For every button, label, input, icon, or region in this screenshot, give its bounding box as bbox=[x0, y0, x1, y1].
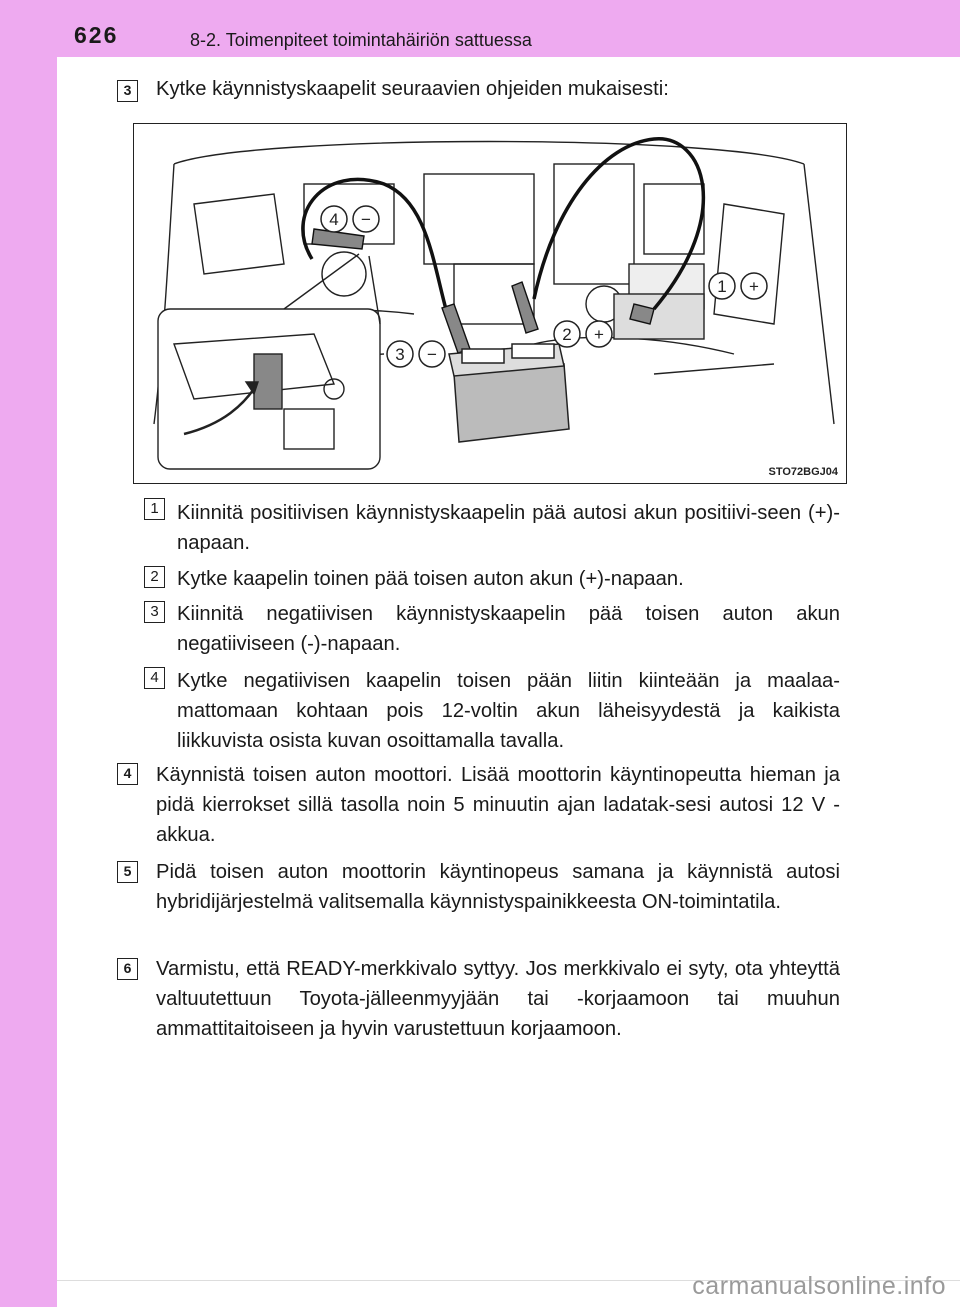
substep-number-box: 1 bbox=[144, 498, 165, 520]
section-title: 8-2. Toimenpiteet toimintahäiriön sattuessa bbox=[190, 30, 532, 50]
callout-label: 2 bbox=[562, 325, 572, 344]
step-text: Käynnistä toisen auton moottori. Lisää moottorin käyntinopeutta hieman ja pidä kierrokset sillä tasolla noin 5 minuutin ajan ladatak-sesi autosi 12 V -akkua. bbox=[156, 764, 840, 846]
substep-text: Kiinnitä negatiivisen käynnistyskaapelin pää toisen auton akun negatiiviseen (-)-napaan. bbox=[177, 603, 840, 655]
jump-start-illustration bbox=[133, 123, 847, 484]
engine-bay-drawing bbox=[134, 124, 847, 484]
substep-text: Kytke kaapelin toinen pää toisen auton akun (+)-napaan. bbox=[177, 568, 684, 590]
step-text: Kytke käynnistyskaapelit seuraavien ohjeiden mukaisesti: bbox=[156, 78, 669, 100]
figure-code: STO72BGJ04 bbox=[768, 466, 838, 478]
step-number-box: 3 bbox=[117, 80, 138, 102]
callout-sign: − bbox=[427, 345, 437, 364]
step-number-box: 5 bbox=[117, 861, 138, 883]
step-text: Varmistu, että READY-merkkivalo syttyy. Jos merkkivalo ei syty, ota yhteyttä valtuutettuun Toyota-jälleenmyyjään tai -korjaamoon tai muuhun ammattitaitoiseen ja hyvin varustettuun korjaamoon. bbox=[156, 958, 840, 1040]
callout-sign: + bbox=[749, 277, 759, 296]
callout-label: 4 bbox=[329, 210, 339, 229]
substep-text: Kytke negatiivisen kaapelin toisen pään liitin kiinteään ja maalaa-mattomaan kohtaan pois 12-voltin akun läheisyydestä ja kaikista liikkuvista osista kuvan osoittamalla tavalla. bbox=[177, 670, 840, 752]
step-number-box: 6 bbox=[117, 958, 138, 980]
step-text: Pidä toisen auton moottorin käyntinopeus samana ja käynnistä autosi hybridijärjestelmä valitsemalla käynnistyspainikkeesta ON-toimintatila. bbox=[156, 861, 840, 913]
substep-number-box: 2 bbox=[144, 566, 165, 588]
watermark: carmanualsonline.info bbox=[692, 1272, 946, 1300]
callout-label: 3 bbox=[395, 345, 405, 364]
substep-text: Kiinnitä positiivisen käynnistyskaapelin pää autosi akun positiivi-seen (+)-napaan. bbox=[177, 502, 840, 554]
callout-sign: − bbox=[361, 210, 371, 229]
substep-number-box: 3 bbox=[144, 601, 165, 623]
substep-number-box: 4 bbox=[144, 667, 165, 689]
callout-label: 1 bbox=[717, 277, 727, 296]
step-number-box: 4 bbox=[117, 763, 138, 785]
callout-sign: + bbox=[594, 325, 604, 344]
page-number: 626 bbox=[74, 22, 119, 48]
side-tab-bar bbox=[0, 0, 57, 1307]
